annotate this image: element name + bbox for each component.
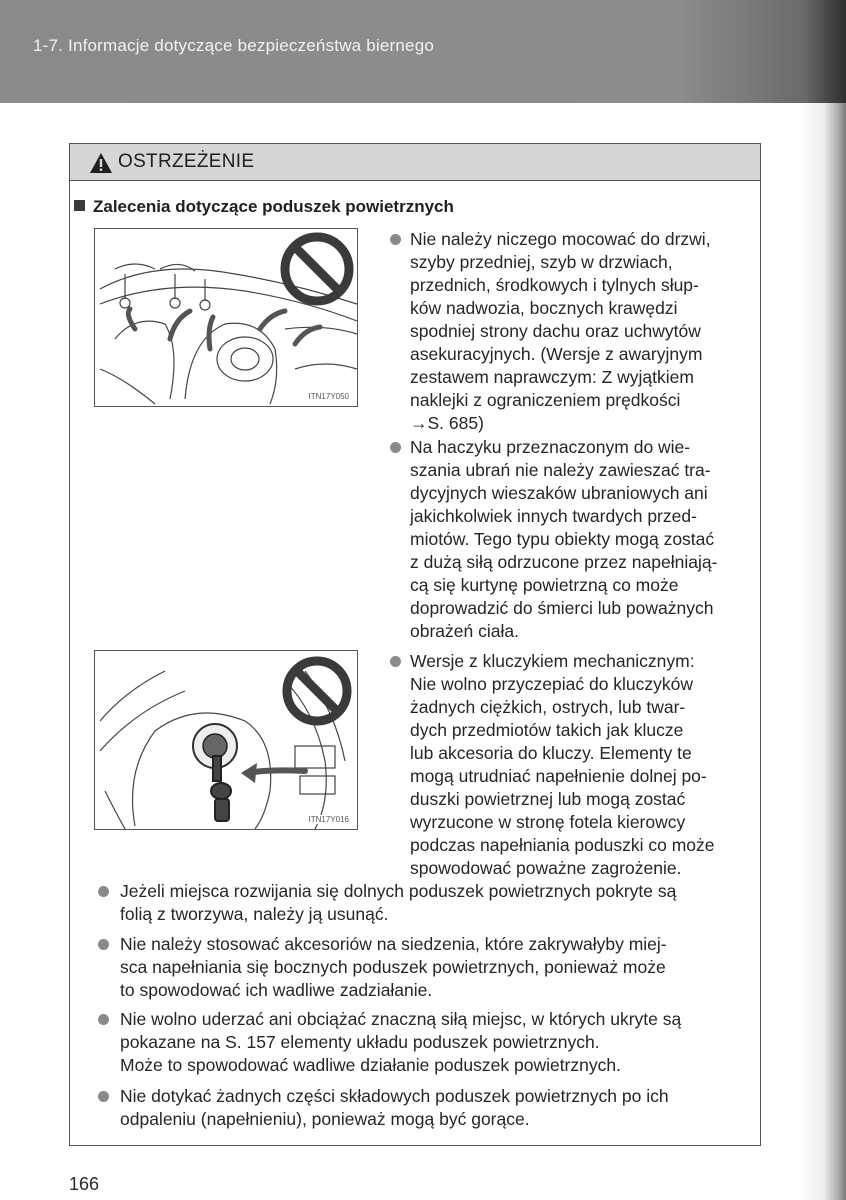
list-item xyxy=(410,650,748,880)
bullet-dot-icon xyxy=(390,442,401,453)
section-square-icon xyxy=(74,200,85,211)
text-line: asekuracyjnych. (Wersje z awaryjnym xyxy=(410,344,703,364)
text-line: sca napełniania się bocznych poduszek powietrznych, ponieważ może xyxy=(120,957,666,977)
figure-interior-hooks xyxy=(94,228,358,407)
text-line: Nie należy niczego mocować do drzwi, xyxy=(410,229,711,249)
page-number: 166 xyxy=(69,1174,100,1194)
text-line: to spowodować ich wadliwe zadziałanie. xyxy=(120,980,433,1000)
text-line: z dużą siłą odrzucone przez napełniają- xyxy=(410,552,718,572)
text-line: spowodować poważne zagrożenie. xyxy=(410,858,682,878)
figure-code: ITN17Y016 xyxy=(308,815,349,824)
text-line: Wersje z kluczykiem mechanicznym: xyxy=(410,651,695,671)
list-item xyxy=(120,880,750,926)
text-line: Nie wolno uderzać ani obciążać znaczną siłą miejsc, w których ukryte są xyxy=(120,1009,682,1029)
text-line: spodniej strony dachu oraz uchwytów xyxy=(410,321,701,341)
text-line: przednich, środkowych i tylnych słup- xyxy=(410,275,699,295)
text-line: zestawem naprawczym: Z wyjątkiem xyxy=(410,367,694,387)
bullet-dot-icon xyxy=(98,1091,109,1102)
list-item xyxy=(410,436,748,643)
text-line: dycyjnych wieszaków ubraniowych ani xyxy=(410,483,708,503)
text-line: miotów. Tego typu obiekty mogą zostać xyxy=(410,529,715,549)
list-item xyxy=(410,228,748,435)
list-item xyxy=(120,933,750,1002)
text-line: naklejki z ograniczeniem prędkości xyxy=(410,390,681,410)
text-line: odpaleniu (napełnieniu), ponieważ mogą być gorące. xyxy=(120,1109,530,1129)
text-line: →S. 685) xyxy=(410,413,484,433)
text-line: obrażeń ciała. xyxy=(410,621,519,641)
text-line: duszki powietrznej lub mogą zostać xyxy=(410,789,686,809)
text-line: Może to spowodować wadliwe działanie poduszek powietrznych. xyxy=(120,1055,621,1075)
bullet-dot-icon xyxy=(98,1014,109,1025)
bullet-dot-icon xyxy=(98,886,109,897)
text-line: cą się kurtynę powietrzną co może xyxy=(410,575,679,595)
section-title xyxy=(74,197,454,217)
text-line: Nie dotykać żadnych części składowych poduszek powietrznych po ich xyxy=(120,1086,669,1106)
warning-label: OSTRZEŻENIE xyxy=(118,151,255,172)
warning-header xyxy=(70,144,760,181)
text-line: Nie wolno przyczepiać do kluczyków xyxy=(410,674,694,694)
text-line: lub akcesoria do kluczy. Elementy te xyxy=(410,743,692,763)
text-line: Jeżeli miejsca rozwijania się dolnych poduszek powietrznych pokryte są xyxy=(120,881,677,901)
text-line: mogą utrudniać napełnienie dolnej po- xyxy=(410,766,707,786)
text-line: szyby przedniej, szyb w drzwiach, xyxy=(410,252,673,272)
text-line: Nie należy stosować akcesoriów na siedzenia, które zakrywałyby miej- xyxy=(120,934,667,954)
warning-triangle-icon xyxy=(89,152,113,174)
list-item xyxy=(120,1085,750,1131)
key-ignition-illustration xyxy=(95,651,358,830)
text-line: wyrzucone w stronę fotela kierowcy xyxy=(410,812,686,832)
text-line: Na haczyku przeznaczonym do wie- xyxy=(410,437,691,457)
header-bar xyxy=(0,0,846,103)
text-line: szania ubrań nie należy zawieszać tra- xyxy=(410,460,711,480)
text-line: pokazane na S. 157 elementy układu poduszek powietrznych. xyxy=(120,1032,600,1052)
figure-code: ITN17Y050 xyxy=(308,392,349,401)
figure-key-ignition xyxy=(94,650,358,830)
car-interior-illustration xyxy=(95,229,358,407)
list-item xyxy=(120,1008,750,1077)
bullet-dot-icon xyxy=(390,234,401,245)
section-title-text: Zalecenia dotyczące poduszek powietrznych xyxy=(93,197,454,216)
text-line: ków nadwozia, bocznych krawędzi xyxy=(410,298,678,318)
text-line: podczas napełniania poduszki co może xyxy=(410,835,715,855)
chapter-title: 1-7. Informacje dotyczące bezpieczeństwa biernego xyxy=(33,36,435,55)
bullet-dot-icon xyxy=(390,656,401,667)
text-line: dych przedmiotów takich jak klucze xyxy=(410,720,684,740)
text-line: jakichkolwiek innych twardych przed- xyxy=(410,506,697,526)
text-line: folią z tworzywa, należy ją usunąć. xyxy=(120,904,389,924)
text-line: żadnych ciężkich, ostrych, lub twar- xyxy=(410,697,686,717)
text-line: doprowadzić do śmierci lub poważnych xyxy=(410,598,714,618)
page-edge-shadow xyxy=(796,103,846,1200)
bullet-dot-icon xyxy=(98,939,109,950)
